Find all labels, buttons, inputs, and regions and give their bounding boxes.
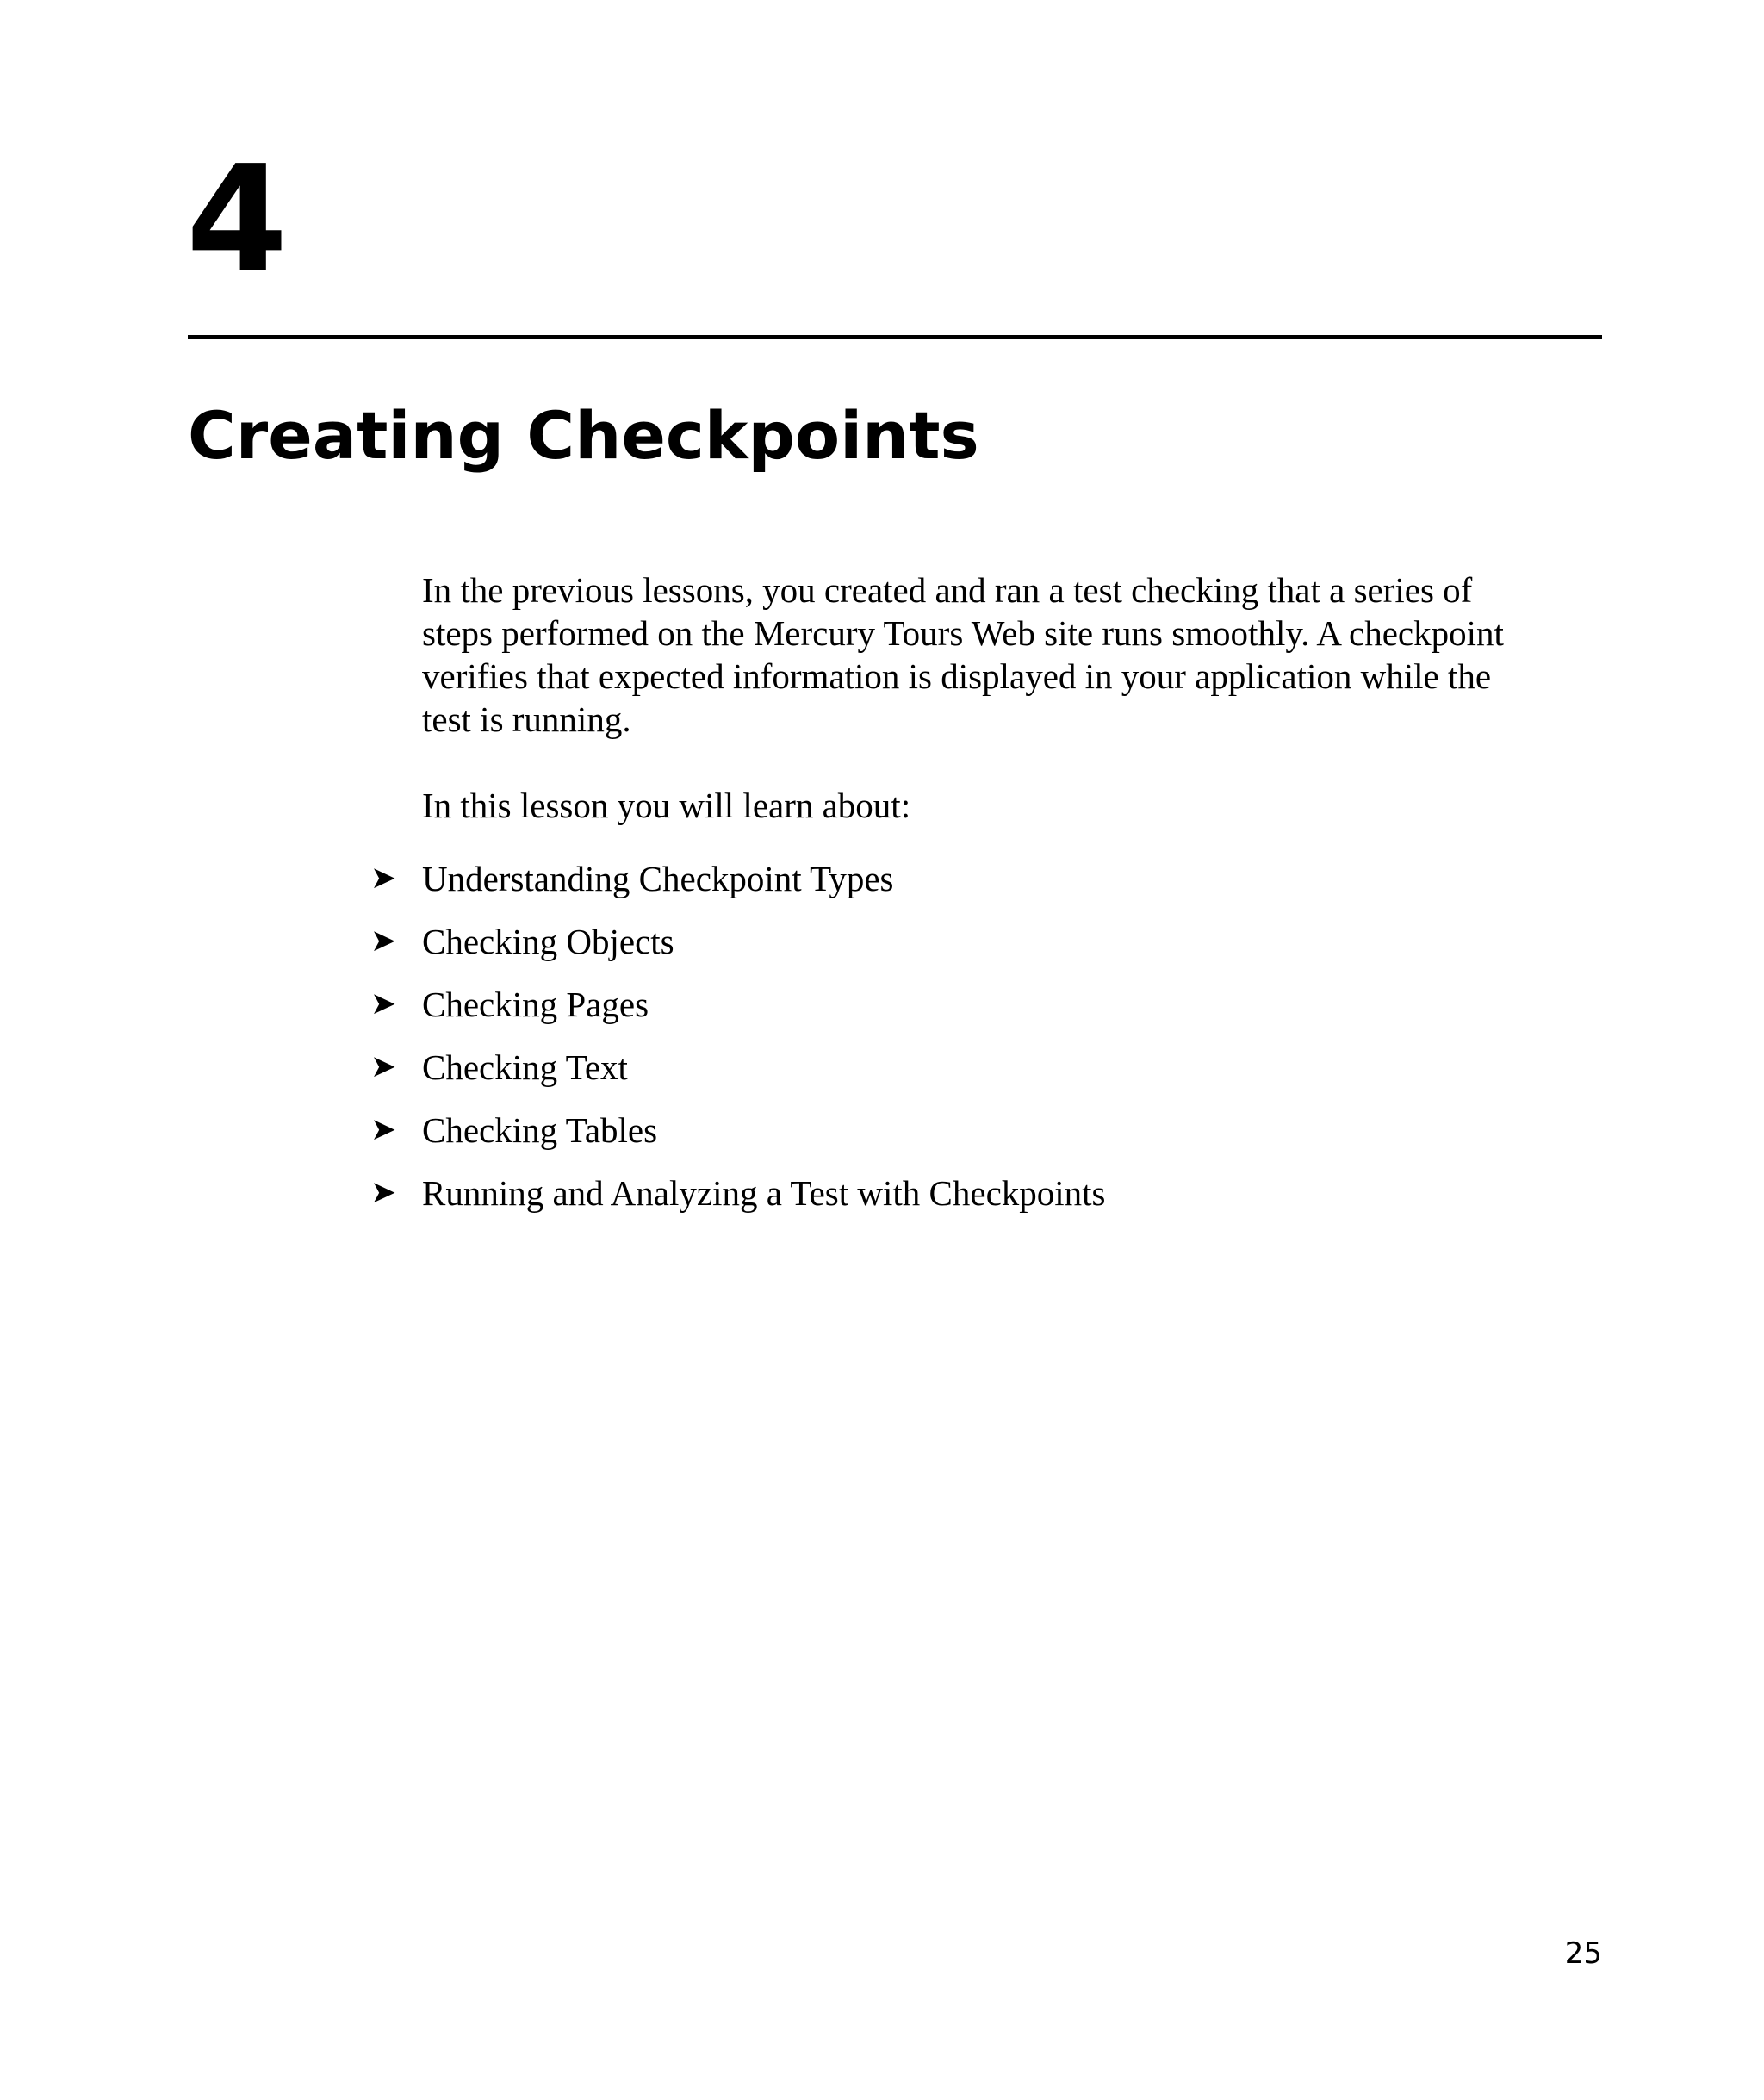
intro-line: In the previous lessons, you created and ran a test checking that a series of — [422, 570, 1473, 610]
lesson-topic-label: Running and Analyzing a Test with Checkpoints — [422, 1173, 1106, 1213]
arrowhead-bullet-icon: ➤ — [370, 1175, 397, 1210]
chapter-divider — [188, 335, 1602, 339]
lesson-topic-item — [370, 983, 1106, 1046]
arrowhead-bullet-icon: ➤ — [370, 1049, 397, 1084]
lesson-topic-item — [370, 1046, 1106, 1109]
lesson-topic-label: Checking Text — [422, 1047, 628, 1087]
lesson-topic-item — [370, 1171, 1106, 1234]
lesson-topic-item — [370, 920, 1106, 983]
lesson-topic-item — [370, 1109, 1106, 1171]
chapter-title: Creating Checkpoints — [188, 396, 979, 474]
lesson-topic-item — [370, 857, 1106, 920]
intro-line: test is running. — [422, 699, 631, 739]
page-number: 25 — [1564, 1936, 1602, 1971]
lesson-topic-label: Checking Objects — [422, 922, 674, 961]
lesson-intro: In this lesson you will learn about: — [422, 786, 911, 825]
lesson-topic-label: Understanding Checkpoint Types — [422, 859, 894, 898]
lesson-topics-list — [370, 857, 1106, 1234]
chapter-number: 4 — [186, 134, 287, 305]
intro-paragraph — [422, 568, 1611, 741]
intro-line: verifies that expected information is displayed in your application while the — [422, 656, 1492, 696]
arrowhead-bullet-icon: ➤ — [370, 861, 397, 896]
lesson-topic-label: Checking Pages — [422, 985, 649, 1024]
arrowhead-bullet-icon: ➤ — [370, 986, 397, 1022]
arrowhead-bullet-icon: ➤ — [370, 923, 397, 959]
lesson-topic-label: Checking Tables — [422, 1110, 658, 1150]
arrowhead-bullet-icon: ➤ — [370, 1112, 397, 1147]
intro-line: steps performed on the Mercury Tours Web site runs smoothly. A checkpoint — [422, 613, 1504, 653]
